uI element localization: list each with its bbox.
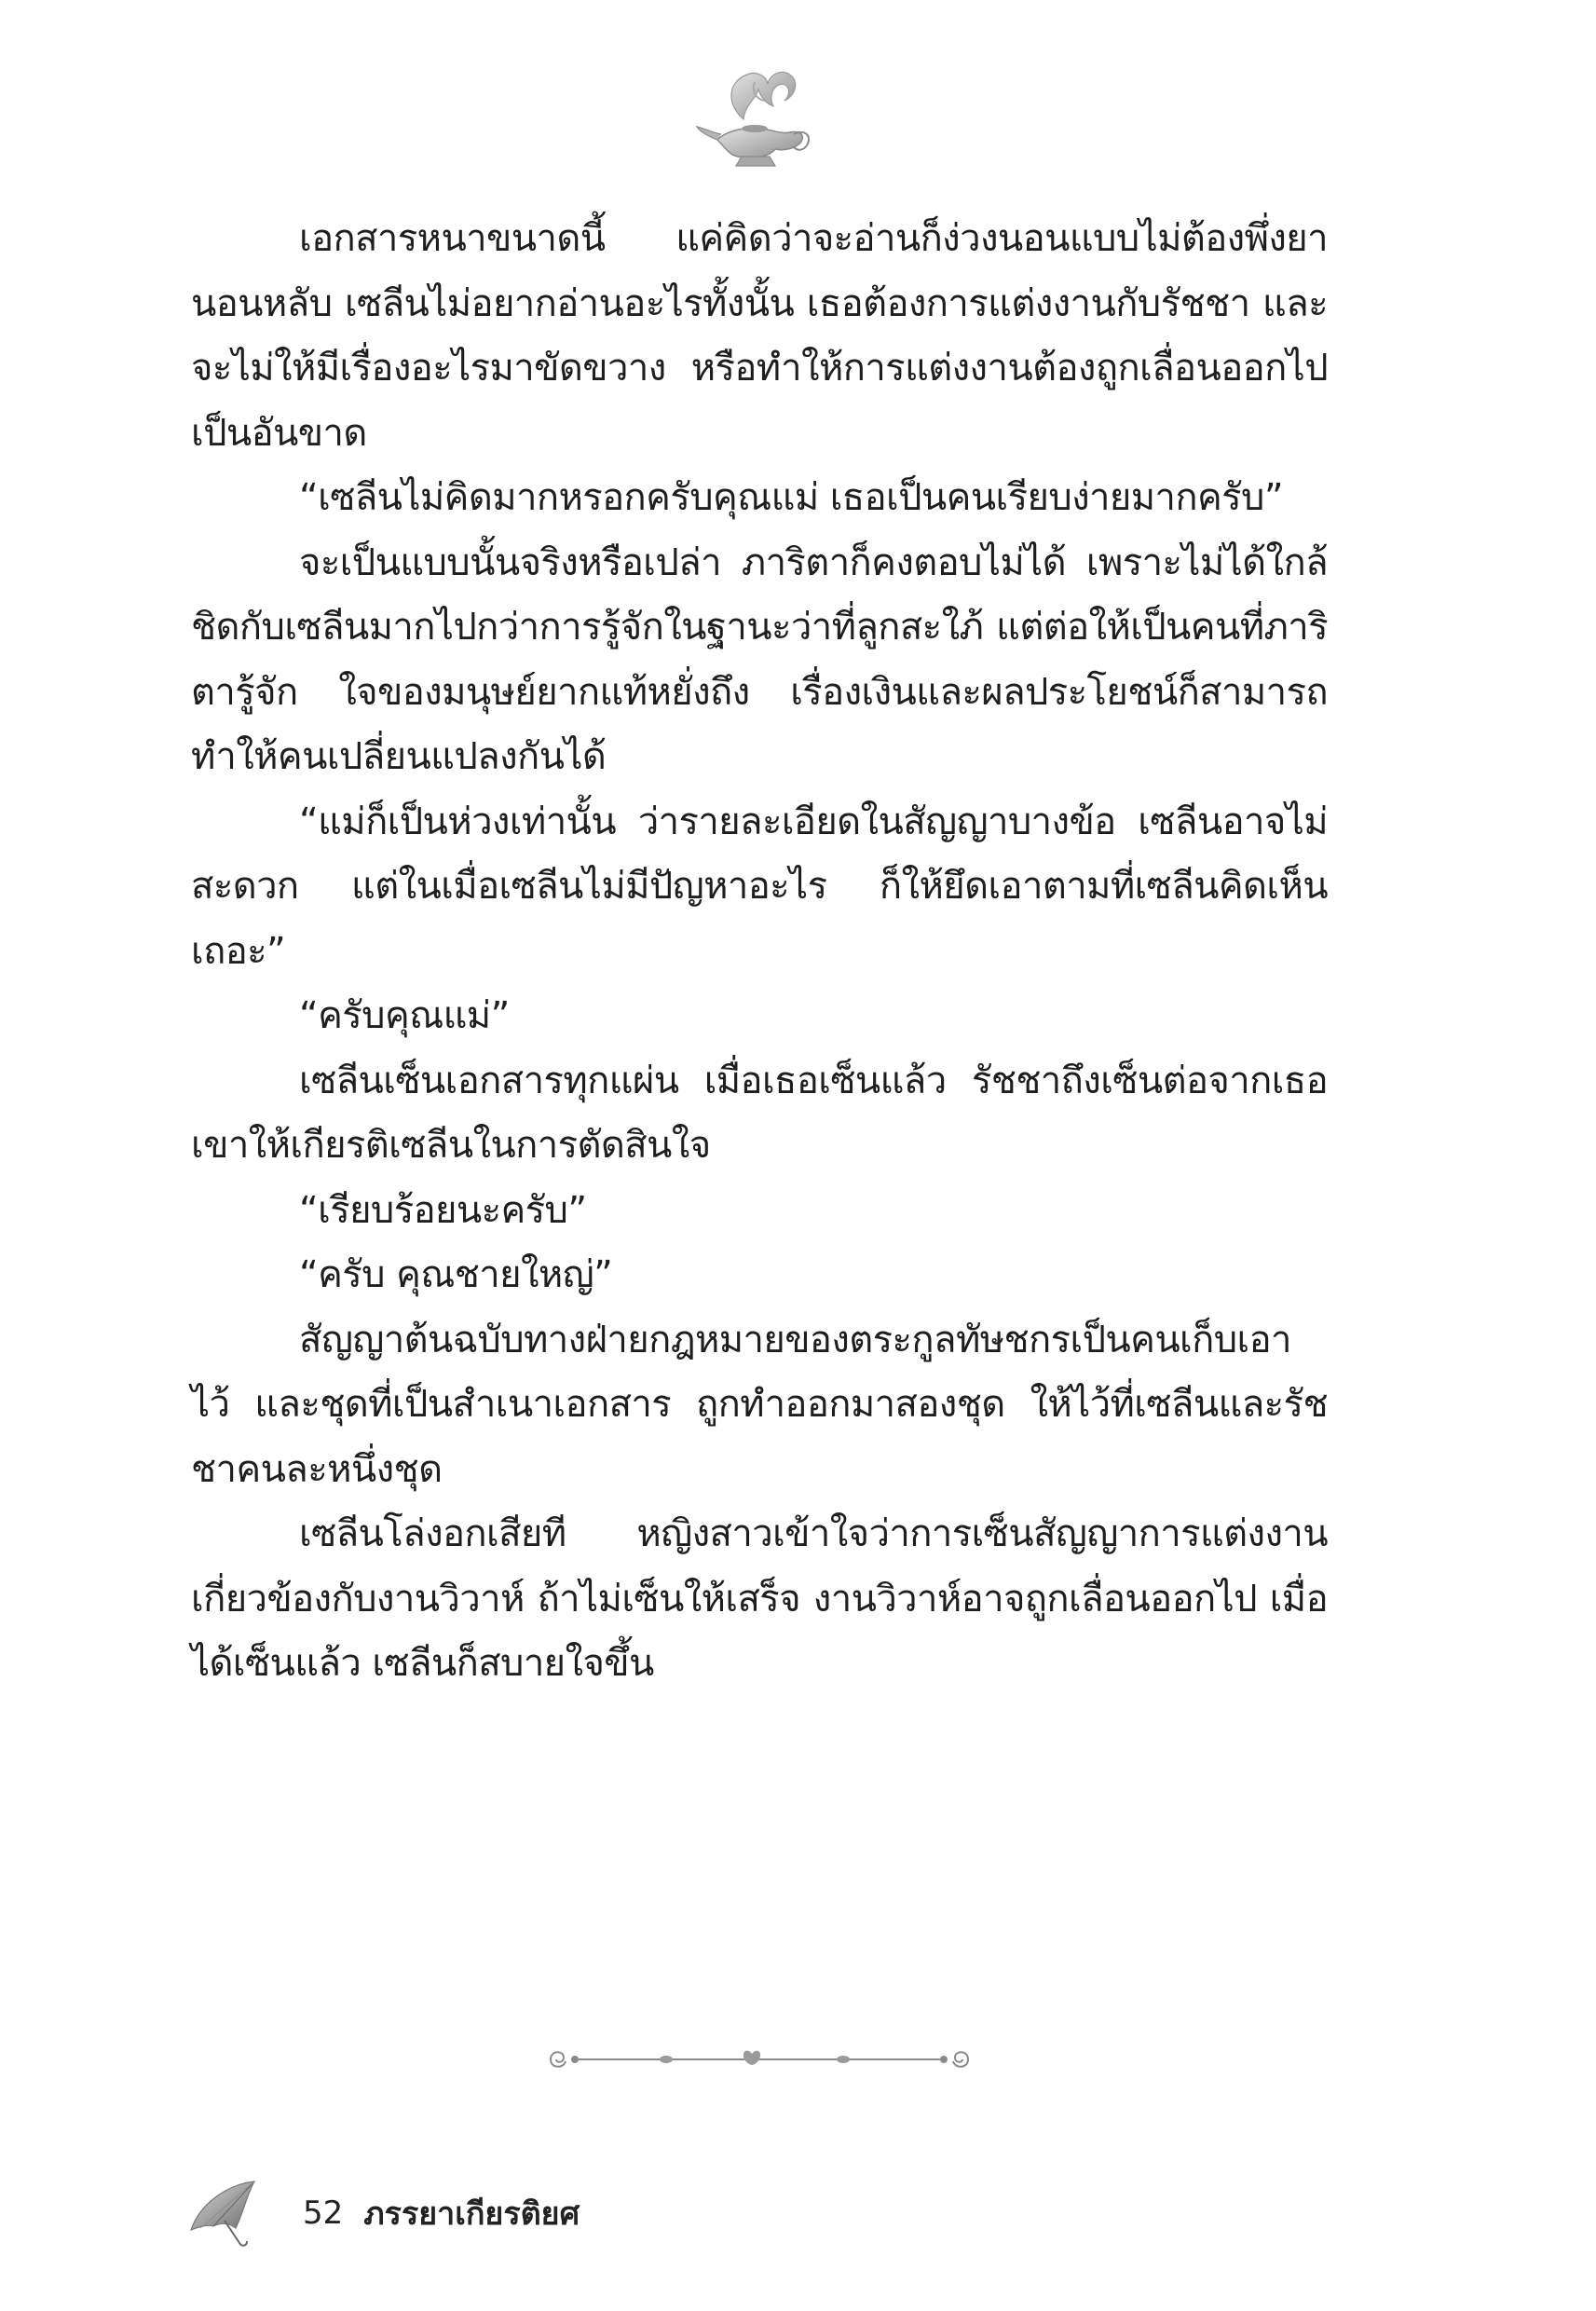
paragraph: จะเป็นแบบนั้นจริงหรือเปล่า ภาริตาก็คงตอบไม่ได้ เพราะไม่ได้ใกล้ชิดกับเซลีนมากไปกว่าการรู้จักในฐานะว่าที่ลูกสะใภ้ แต่ต่อให้เป็นคนที่ภาริตารู้จัก ใจของมนุษย์ยากแท้หยั่งถึง เรื่องเงินและผลประโยชน์ก็สามารถทำให้คนเปลี่ยนแปลงกันได้ [191, 540, 1328, 778]
genie-lamp-icon [689, 54, 820, 175]
paragraph: “ครับ คุณชายใหญ่” [299, 1253, 613, 1296]
paragraph: เซลีนเซ็นเอกสารทุกแผ่น เมื่อเธอเซ็นแล้ว รัชชาถึงเซ็นต่อจากเธอ เขาให้เกียรติเซลีนในการตัดสินใจ [191, 1059, 1328, 1167]
ornamental-divider [545, 2041, 974, 2078]
page-footer [182, 2176, 580, 2250]
paragraph: “เรียบร้อยนะครับ” [299, 1188, 587, 1232]
book-title: ภรรยาเกียรติยศ [363, 2195, 580, 2233]
paragraph: “เซลีนไม่คิดมากหรอกครับคุณแม่ เธอเป็นคนเรียบง่ายมากครับ” [299, 476, 1283, 519]
paragraph: เซลีนโล่งอกเสียที หญิงสาวเข้าใจว่าการเซ็นสัญญาการแต่งงานเกี่ยวข้องกับงานวิวาห์ ถ้าไม่เซ็นให้เสร็จ งานวิวาห์อาจถูกเลื่อนออกไป เมื่อได้เซ็นแล้ว เซลีนก็สบายใจขึ้น [191, 1512, 1328, 1685]
paragraph: เอกสารหนาขนาดนี้ แค่คิดว่าจะอ่านก็ง่วงนอนแบบไม่ต้องพึ่งยานอนหลับ เซลีนไม่อยากอ่านอะไรทั้งนั้น เธอต้องการแต่งงานกับรัชชา และจะไม่ให้มีเรื่องอะไรมาขัดขวาง หรือทำให้การแต่งงานต้องถูกเลื่อนออกไปเป็นอันขาด [191, 217, 1328, 455]
paragraph: “ครับคุณแม่” [299, 994, 510, 1037]
body-text [191, 207, 1328, 1697]
paragraph: สัญญาต้นฉบับทางฝ่ายกฎหมายของตระกูลทัษชกรเป็นคนเก็บเอาไว้ และชุดที่เป็นสำเนาเอกสาร ถูกทำออกมาสองชุด ให้ไว้ที่เซลีนและรัชชาคนละหนึ่งชุด [191, 1318, 1328, 1491]
page-number: 52 [303, 2195, 344, 2232]
umbrella-icon [182, 2176, 266, 2250]
paragraph: “แม่ก็เป็นห่วงเท่านั้น ว่ารายละเอียดในสัญญาบางข้อ เซลีนอาจไม่สะดวก แต่ในเมื่อเซลีนไม่มีปัญหาอะไร ก็ให้ยึดเอาตามที่เซลีนคิดเห็นเถอะ” [191, 800, 1328, 973]
